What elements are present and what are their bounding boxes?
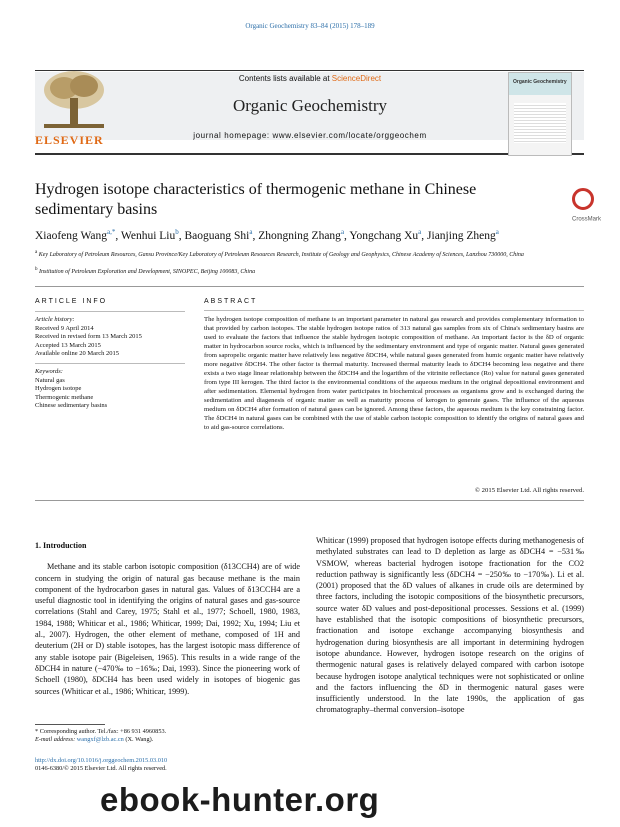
abstract-heading: ABSTRACT [204,298,258,305]
affiliation-a: $^a$ Key Laboratory of Petroleum Resources, Gansu Province/Key Laboratory of Petroleum Resources Research, Institute of Geology and Geophysics, Chinese Academy of Sciences, Lanzhou 730000, China [35,250,524,258]
doi-link[interactable]: http://dx.doi.org/10.1016/j.orggeochem.2015.03.010 [35,757,168,764]
affiliation-b: $^b$ Institution of Petroleum Exploration and Development, SINOPEC, Beijing 100083, China [35,267,256,275]
keyword: Thermogenic methane [35,393,94,401]
crossmark-label: CrossMark [572,216,602,223]
sciencedirect-link[interactable]: ScienceDirect [331,74,382,83]
history-item: Accepted 13 March 2015 [35,341,101,349]
intro-column-right: Whiticar (1999) proposed that hydrogen isotope effects during methanogenesis of methylated substrates can lead to D depletion as large as δDCH4 = −531‰ VSMOW, whereas bacterial hydrogen isotope fractionation for the CO2 reduction pathway is significantly less (δDCH4 = −250‰ to −170‰). Li et al. (2001) proposed that the δD values of alkanes in crude oils are determined by three factors, including the isotopic compositions of the biosynthetic precursors, source water δD values and post-depositional processes. Sessions et al. (1999) have established that the isotopic compositions of biosynthetic precursors, fractionation and isotope exchange accompanying biosynthesis and hydrogenation during biosynthesis are all important in determining hydrogen isotope abundance. However, hydrogen isotope research on the origins of thermogenic natural gases is relatively delayed compared with carbon isotope because hydrogen isotope analytical techniques were not sophisticated or online and the factors influencing the δD in thermogenic natural gases were insufficiently understood. In the late 1990s, the application of gas chromatography–thermal conversion–isotope [316,536,584,715]
divider [35,363,185,364]
author[interactable]: Zhongning Zhang$^a$ [258,228,345,242]
author[interactable]: Baoguang Shi$^a$ [184,228,253,242]
issn-line: 0146-6380/© 2015 Elsevier Ltd. All rights reserved. [35,765,167,772]
intro-heading: 1. Introduction [35,541,87,550]
history-label: Article history: [35,316,75,324]
journal-homepage[interactable]: journal homepage: www.elsevier.com/locate/orggeochem [193,131,427,140]
email-link[interactable]: wangxf@lzb.ac.cn [76,736,124,743]
author[interactable]: Jianjing Zheng$^a$ [427,228,499,242]
intro-column-left [35,540,300,697]
journal-cover-thumbnail [508,72,572,156]
ebook-hunter-watermark[interactable]: ebook-hunter.org [100,781,380,818]
keyword: Chinese sedimentary basins [35,402,108,410]
article-info [35,298,185,410]
author[interactable]: Xiaofeng Wang$^{a,*}$ [35,228,116,242]
header-top-rule [35,70,584,71]
section-separator [35,286,584,287]
corresponding-author: * Corresponding author. Tel./fax: +86 931 4960853. [35,728,167,735]
history-item: Received 9 April 2014 [35,324,94,332]
footnote [35,728,300,744]
elsevier-logo-text: ELSEVIER [35,133,104,147]
journal-title: Organic Geochemistry [232,96,388,115]
author[interactable]: Yongchang Xu$^a$ [349,228,422,242]
journal-reference[interactable]: Organic Geochemistry 83–84 (2015) 178–189 [245,22,375,30]
keyword: Hydrogen isotope [35,385,82,393]
author-list: Xiaofeng Wang$^{a,*}$, Wenhui Liu$^b$, Baoguang Shi$^a$, Zhongning Zhang$^a$, Yongchang Xu$^a$, Jianjing Zheng$^a$ [35,228,499,242]
footnote-rule [35,724,105,725]
crossmark-badge[interactable] [572,188,620,228]
section-separator [35,500,584,501]
article-title: Hydrogen isotope characteristics of thermogenic methane in Chinese sedimentary basins [35,181,477,218]
abstract [204,298,584,432]
contents-prefix: Contents lists available at [238,74,332,83]
keyword: Natural gas [35,376,65,384]
keywords-label: Keywords: [35,368,63,376]
cover-title: Organic Geochemistry [513,79,567,85]
author[interactable]: Wenhui Liu$^b$ [120,228,179,242]
history-item: Received in revised form 13 March 2015 [35,333,142,341]
header-bottom-rule [35,153,584,155]
intro-paragraph: Methane and its stable carbon isotopic composition (δ13CCH4) are of wide concern in studying the origin of natural gas because methane is the main component of the hydrocarbon gases in natural gas. Values of δ13CCH4 are a useful diagnostic tool in identifying the origins of natural gases and gas-source correlations (Stahl and Carey, 1975; Stahl et al., 1977; Schoell, 1980, 1983, 1984, 1988; Whiticar et al., 1986; Whiticar, 1999; Dai, 1992; Xu, 1994; Liu et al., 2007). Hydrogen, the other element of methane, composed of 1H and deuterium (2H or D) stable isotopes, has the largest isotopic mass difference of any stable isotope pair (Bigeleisen, 1965). This results in a wide range of the δDCH4 in nature (−470‰ to −16‰; Dai, 1993). Since the pioneering work of Schoell (1980), δDCH4 has been used widely in isotopes of biogenic gas sources (Whiticar et al., 1986; Whiticar, 1999). [35,562,300,696]
history-item: Available online 20 March 2015 [35,350,119,358]
email-line: E-mail address: wangxf@lzb.ac.cn (X. Wang). [35,736,154,743]
crossmark-icon [572,188,594,210]
article-info-heading: ARTICLE INFO [35,298,108,305]
abstract-copyright: © 2015 Elsevier Ltd. All rights reserved. [474,487,584,494]
divider [35,311,185,312]
abstract-text: The hydrogen isotope composition of methane is an important parameter in natural gas research and provides complementary information to that provided by carbon isotopes. The stable hydrogen isotope ratios of 313 natural gas samples from six of China's sedimentary basins are used to evaluate the factors that influence the stable hydrogen isotopic composition of methane. An important factor is the δD of organic matter in hydrocarbon source rocks, which is influenced by the sedimentary environment and type of organic matter. Natural gases generated from sapropelic organic matter have relatively less negative δDCH4, while natural gases generated from humic organic matter have relatively more negative δDCH4. The other factor is thermal maturity. Increased thermal maturity leads to δDCH4 becoming less negative and there exists a two stage linear relationship between the δDCH4 and the logarithm of the vitrinite reflectance (Ro) value for natural gases generated from type III kerogen. The third factor is the environmental conditions of the aqueous medium in the original depositional environment and after sedimentation. Elemental hydrogen from water participates in biochemical processes as organisms grow and is exchanged during the sedimentation and diagenesis of organic matter as well as maturity process of kerogen to generate gases. The influence of the aqueous medium on δDCH4 after formation of natural gases can be ignored. Among these factors, the aqueous medium is the key constraining factor. The δDCH4 in natural gases can be combined with the use of stable carbon isotopic composition to identify the origins of natural gases and to aid gas-source correlations. [204,316,584,431]
doi-block [35,757,167,773]
divider [204,310,584,311]
cover-lines [514,103,566,143]
